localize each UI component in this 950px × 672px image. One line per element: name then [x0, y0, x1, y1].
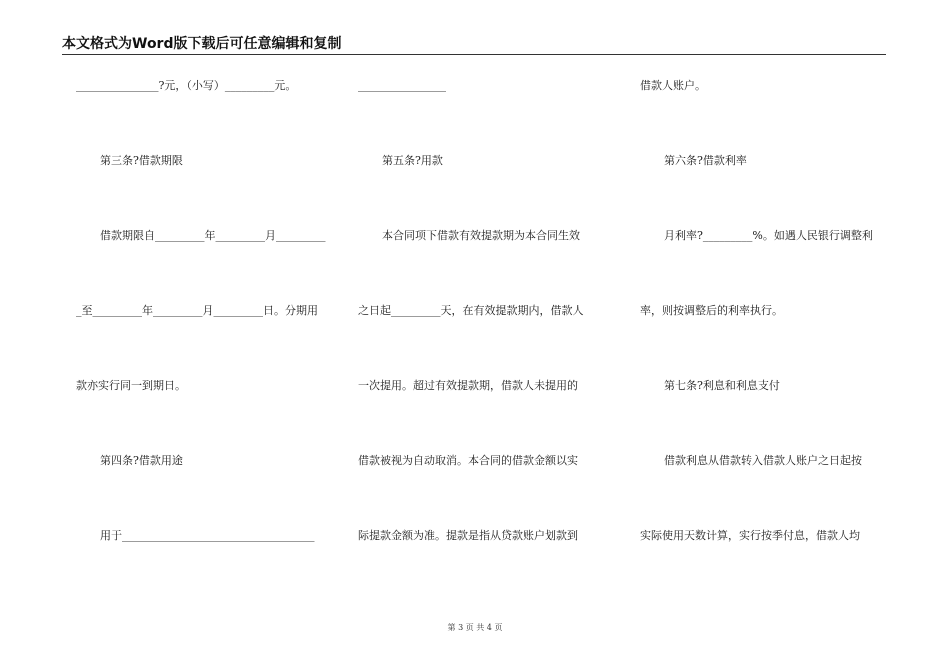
section-heading: 第三条?借款期限 — [100, 154, 183, 167]
text-line: 之日起_________天，在有效提款期内，借款人 — [358, 304, 584, 317]
section-heading: 第四条?借款用途 — [100, 454, 183, 467]
text-line: _______________?元，（小写）_________元。 — [76, 79, 297, 92]
text-line: 实际使用天数计算，实行按季付息，借款人均 — [640, 529, 860, 542]
text-line: 借款被视为自动取消。本合同的借款金额以实 — [358, 454, 578, 467]
text-line: 际提款金额为准。提款是指从贷款账户划款到 — [358, 529, 578, 542]
text-line: 月利率?_________%。如遇人民银行调整利 — [664, 229, 873, 242]
text-line: 款亦实行同一到期日。 — [76, 379, 186, 392]
text-column-1 — [76, 0, 328, 672]
text-line: 本合同项下借款有效提款期为本合同生效 — [382, 229, 580, 242]
text-line: 借款利息从借款转入借款人账户之日起按 — [664, 454, 862, 467]
text-line: 借款期限自_________年_________月_________ — [100, 229, 326, 242]
page-footer: 第 3 页 共 4 页 — [447, 623, 503, 632]
section-heading: 第六条?借款利率 — [664, 154, 747, 167]
section-heading: 第五条?用款 — [382, 154, 443, 167]
text-column-2 — [358, 0, 610, 672]
text-line: 用于___________________________________ — [100, 529, 315, 542]
text-line: 一次提用。超过有效提款期，借款人未提用的 — [358, 379, 578, 392]
section-heading: 第七条?利息和利息支付 — [664, 379, 780, 392]
text-line: 率，则按调整后的利率执行。 — [640, 304, 783, 317]
text-column-3 — [640, 0, 892, 672]
text-line: _至_________年_________月_________日。分期用 — [76, 304, 318, 317]
text-line: 借款人账户。 — [640, 79, 706, 92]
text-line: ________________ — [358, 79, 446, 92]
header-title: 本文格式为Word版下载后可任意编辑和复制 — [62, 36, 342, 52]
